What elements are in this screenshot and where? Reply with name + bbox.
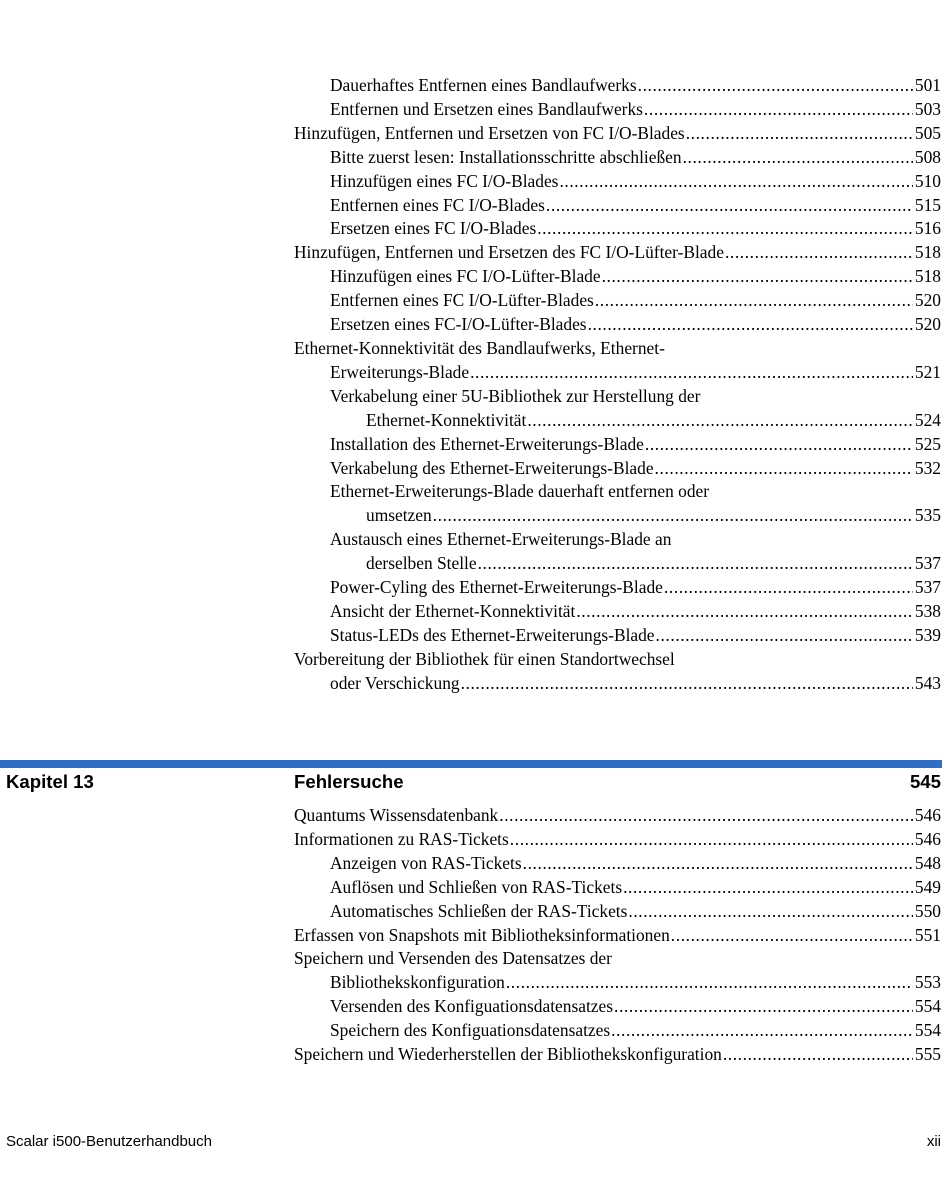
toc-entry-page: 551	[914, 924, 941, 945]
toc-entry[interactable]	[294, 852, 941, 876]
dot-leader	[623, 876, 913, 900]
toc-entry-page: 549	[914, 876, 941, 897]
toc-entry[interactable]	[294, 313, 941, 337]
toc-entry-title: Verkabelung einer 5U-Bibliothek zur Herstellung der	[330, 385, 701, 406]
dot-leader	[664, 576, 913, 600]
toc-entry-page: 521	[914, 361, 941, 382]
toc-entry-title-continuation: Erweiterungs-Blade	[330, 361, 470, 382]
toc-entry-title: Power-Cyling des Ethernet-Erweiterungs-Blade	[330, 577, 663, 598]
toc-entry-title: Dauerhaftes Entfernen eines Bandlaufwerks	[330, 75, 637, 95]
toc-entry-page: 539	[914, 624, 941, 645]
toc-entry-title: Ersetzen eines FC-I/O-Lüfter-Blades	[330, 314, 587, 335]
toc-entry[interactable]	[294, 480, 941, 528]
toc-entry[interactable]	[294, 385, 941, 433]
toc-section-chapter	[294, 804, 941, 1067]
toc-entry-title: Automatisches Schließen der RAS-Tickets	[330, 900, 628, 921]
dot-leader	[523, 852, 913, 876]
toc-entry-title: Quantums Wissensdatenbank	[294, 805, 499, 825]
toc-entry[interactable]	[294, 528, 941, 576]
toc-entry-title: Versenden des Konfiguationsdatensatzes	[330, 996, 613, 1017]
toc-entry-title: Speichern des Konfiguationsdatensatzes	[330, 1020, 611, 1041]
toc-entry-page: 537	[914, 577, 941, 598]
dot-leader	[686, 122, 913, 146]
toc-entry-page: 503	[914, 98, 941, 119]
toc-entry-title: Vorbereitung der Bibliothek für einen Standortwechsel	[294, 648, 675, 669]
toc-entry[interactable]	[294, 98, 941, 122]
toc-entry-page: 524	[914, 409, 941, 430]
toc-entry-page: 555	[914, 1044, 941, 1065]
toc-entry-page: 537	[914, 553, 941, 574]
toc-entry-title: Erfassen von Snapshots mit Bibliotheksinformationen	[294, 924, 670, 945]
toc-entry[interactable]	[294, 170, 941, 194]
dot-leader	[470, 361, 913, 385]
toc-entry-page: 516	[914, 218, 941, 239]
toc-entry-title: Ansicht der Ethernet-Konnektivität	[330, 600, 576, 621]
toc-entry-title: Austausch eines Ethernet-Erweiterungs-Blade an	[330, 529, 672, 550]
toc-entry[interactable]	[294, 600, 941, 624]
toc-entry-title: Auflösen und Schließen von RAS-Tickets	[330, 876, 623, 897]
toc-entry-page: 518	[914, 266, 941, 287]
toc-entry-page: 520	[914, 314, 941, 335]
dot-leader	[506, 971, 913, 995]
toc-entry-title: Installation des Ethernet-Erweiterungs-Blade	[330, 433, 644, 454]
toc-entry-title: Bitte zuerst lesen: Installationsschritte abschließen	[330, 146, 682, 167]
toc-entry-page: 510	[914, 170, 941, 191]
dot-leader	[576, 600, 913, 624]
toc-entry[interactable]	[294, 624, 941, 648]
toc-entry[interactable]	[294, 1043, 941, 1067]
dot-leader	[537, 217, 913, 241]
toc-entry[interactable]	[294, 804, 941, 828]
toc-entry[interactable]	[294, 337, 941, 385]
toc-entry-page: 543	[914, 672, 941, 693]
dot-leader	[723, 1043, 913, 1067]
toc-entry[interactable]	[294, 265, 941, 289]
toc-entry-page: 538	[914, 600, 941, 621]
dot-leader	[478, 552, 913, 576]
dot-leader	[614, 995, 913, 1019]
dot-leader	[433, 504, 913, 528]
toc-entry-page: 535	[914, 505, 941, 526]
toc-entry-page: 554	[914, 996, 941, 1017]
chapter-label: Kapitel 13	[6, 771, 94, 792]
toc-entry-title: Entfernen eines FC I/O-Blades	[330, 194, 545, 215]
dot-leader	[510, 828, 913, 852]
toc-entry-title: Verkabelung des Ethernet-Erweiterungs-Blade	[330, 457, 654, 478]
toc-entry-page: 554	[914, 1020, 941, 1041]
toc-entry-page: 505	[914, 122, 941, 143]
dot-leader	[559, 170, 912, 194]
dot-leader	[588, 313, 913, 337]
dot-leader	[527, 409, 913, 433]
toc-entry-title: Status-LEDs des Ethernet-Erweiterungs-Blade	[330, 624, 655, 645]
toc-entry-page: 518	[914, 242, 941, 263]
toc-entry[interactable]	[294, 433, 941, 457]
toc-entry[interactable]	[294, 146, 941, 170]
dot-leader	[644, 98, 913, 122]
footer-page-number: xii	[926, 1133, 941, 1150]
toc-entry-title: Ethernet-Erweiterungs-Blade dauerhaft entfernen oder	[330, 481, 710, 502]
chapter-title: Fehlersuche	[294, 771, 404, 792]
toc-entry[interactable]	[294, 995, 941, 1019]
toc-entry-title: Hinzufügen eines FC I/O-Lüfter-Blade	[330, 266, 601, 287]
toc-entry-title-continuation: Ethernet-Konnektivität	[366, 409, 527, 430]
chapter-divider-bar	[0, 760, 942, 768]
toc-entry-title: Entfernen eines FC I/O-Lüfter-Blades	[330, 290, 594, 311]
toc-entry-title: Speichern und Versenden des Datensatzes der	[294, 948, 612, 969]
toc-entry[interactable]	[294, 924, 941, 948]
toc-entry-page: 515	[914, 194, 941, 215]
toc-entry-title: Hinzufügen eines FC I/O-Blades	[330, 170, 559, 191]
toc-entry[interactable]	[294, 74, 941, 98]
toc-entry-page: 501	[914, 75, 941, 95]
chapter-page-number: 545	[909, 771, 941, 792]
toc-section-top	[294, 74, 941, 696]
toc-entry[interactable]	[294, 576, 941, 600]
toc-entry[interactable]	[294, 876, 941, 900]
toc-entry[interactable]	[294, 457, 941, 481]
toc-entry[interactable]	[294, 241, 941, 265]
toc-entry[interactable]	[294, 194, 941, 218]
toc-entry-title-continuation: umsetzen	[366, 505, 432, 526]
toc-entry-page: 525	[914, 433, 941, 454]
toc-entry-title-continuation: oder Verschickung	[330, 672, 460, 693]
toc-entry-page: 532	[914, 457, 941, 478]
dot-leader	[595, 289, 913, 313]
toc-entry[interactable]	[294, 217, 941, 241]
toc-entry[interactable]	[294, 1019, 941, 1043]
dot-leader	[546, 194, 913, 218]
toc-entry-title: Hinzufügen, Entfernen und Ersetzen des FC I/O-Lüfter-Blade	[294, 242, 724, 263]
toc-entry[interactable]	[294, 900, 941, 924]
toc-entry-title: Speichern und Wiederherstellen der Bibliothekskonfiguration	[294, 1044, 722, 1065]
dot-leader	[645, 433, 913, 457]
toc-entry[interactable]	[294, 289, 941, 313]
toc-entry-title-continuation: derselben Stelle	[366, 553, 477, 574]
toc-entry-page: 553	[914, 972, 941, 993]
toc-entry-page: 550	[914, 900, 941, 921]
toc-entry-page: 546	[914, 828, 941, 849]
toc-entry-title: Hinzufügen, Entfernen und Ersetzen von FC I/O-Blades	[294, 122, 685, 143]
toc-entry-page: 548	[914, 852, 941, 873]
dot-leader	[638, 74, 913, 98]
dot-leader	[628, 900, 913, 924]
toc-entry-title: Ethernet-Konnektivität des Bandlaufwerks, Ethernet-	[294, 337, 665, 358]
toc-entry[interactable]	[294, 122, 941, 146]
dot-leader	[683, 146, 913, 170]
dot-leader	[725, 241, 913, 265]
dot-leader	[611, 1019, 913, 1043]
dot-leader	[602, 265, 913, 289]
toc-entry[interactable]	[294, 648, 941, 696]
toc-entry-title-continuation: Bibliothekskonfiguration	[330, 972, 505, 993]
toc-entry-title: Entfernen und Ersetzen eines Bandlaufwerks	[330, 98, 643, 119]
toc-entry-title: Informationen zu RAS-Tickets	[294, 828, 509, 849]
toc-entry-title: Ersetzen eines FC I/O-Blades	[330, 218, 537, 239]
dot-leader	[671, 924, 913, 948]
toc-entry-page: 546	[914, 805, 941, 825]
toc-entry[interactable]	[294, 828, 941, 852]
toc-entry-title: Anzeigen von RAS-Tickets	[330, 852, 522, 873]
toc-entry[interactable]	[294, 947, 941, 995]
footer-manual-title: Scalar i500-Benutzerhandbuch	[6, 1133, 212, 1150]
dot-leader	[499, 804, 913, 828]
dot-leader	[461, 672, 913, 696]
toc-entry-page: 520	[914, 290, 941, 311]
dot-leader	[656, 624, 913, 648]
dot-leader	[655, 457, 913, 481]
toc-entry-page: 508	[914, 146, 941, 167]
